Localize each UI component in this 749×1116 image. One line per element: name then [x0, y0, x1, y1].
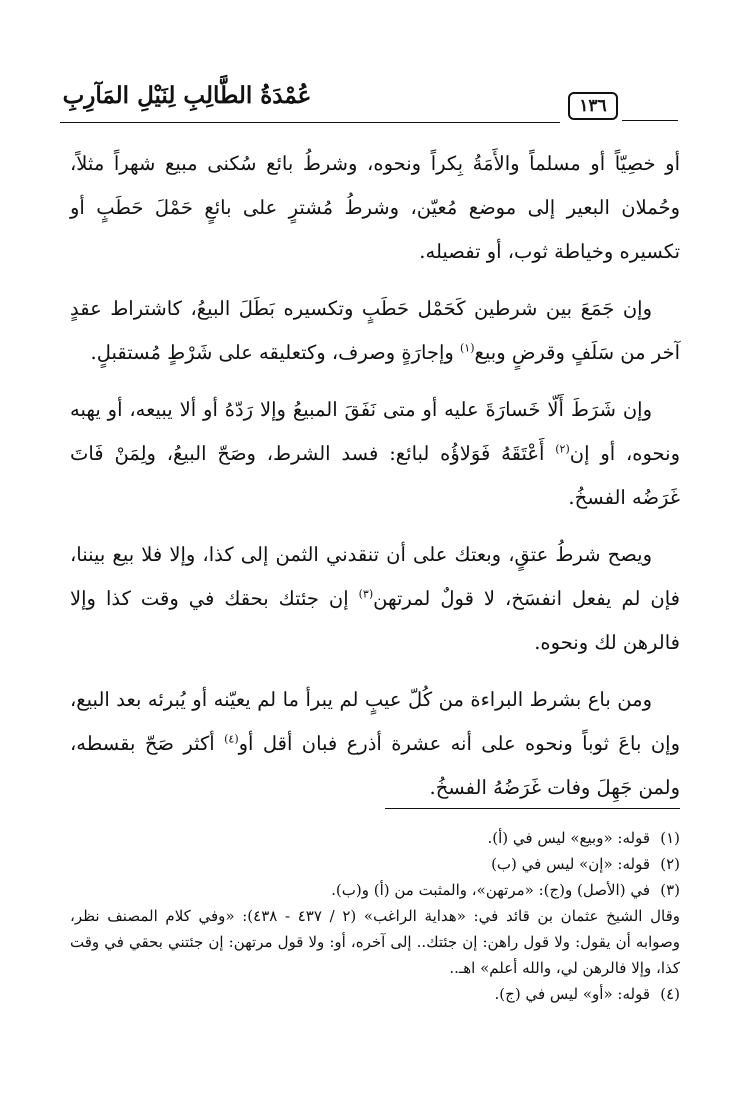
- footnote-ref-2: (٢): [555, 442, 570, 456]
- footnote-ref-3: (٣): [358, 587, 374, 601]
- header-rule-left: [60, 122, 560, 123]
- paragraph-1: أو خصِيّاً أو مسلماً والأَمَةُ بِكراً ونحوه، وشرطُ بائع سُكنى مبيع شهراً مثلاً، وحُملان البعير إلى موضع مُعيّن، وشرطُ مُشترٍ على بائعٍ حَمْلَ حَطَبٍ أو تكسيره وخياطة ثوب، أو تفصيله.: [70, 152, 680, 263]
- footnote-1: (١)قوله: «وبيع» ليس في (أ).: [487, 829, 680, 847]
- main-text: [70, 142, 680, 823]
- paragraph-5: ومن باع بشرط البراءة من كُلّ عيبٍ لم يبرأ ما لم يعيّنه أو يُبرئه بعد البيع، وإن باعَ ثوباً ونحوه على أنه عشرة أذرع فبان أقل أو$^{(٤)}$ أكثر صَحّ بقسطه، ولمن جَهِلَ وفات غَرَضُهُ الفسخُ.: [70, 688, 680, 799]
- paragraph-4: ويصح شرطُ عتقٍ، وبعتك على أن تنقدني الثمن إلى كذا، وإلا فلا بيع بيننا، فإن لم يفعل انفسَخ، لا قولٌ لمرتهن$^{(٣)}$ إن جئتك بحقك في وقت كذا وإلا فالرهن لك ونحوه.: [70, 543, 680, 654]
- footnote-separator: [385, 808, 680, 809]
- footnote-3-continuation: وقال الشيخ عثمان بن قائد في: «هداية الراغب» (٢ / ٤٣٧ - ٤٣٨): «وفي كلام المصنف نظر، وصوابه أن يقول: ولا قول راهن: إن جئتك.. إلى آخره، أو: ولا قول مرتهن: إن جئتني بحقي في وقت كذا، وإلا فالرهن لي، والله أعلم» اهـ..: [70, 907, 680, 977]
- book-title: عُمْدَةُ الطَّالِبِ لِنَيْلِ المَآرِبِ: [62, 82, 312, 109]
- footnote-ref-4: (٤): [224, 732, 239, 746]
- footnotes: [70, 825, 680, 1007]
- page-header: [0, 72, 749, 132]
- header-rule-right: [622, 120, 678, 121]
- footnote-3: (٣)في (الأصل) و(ج): «مرتهن»، والمثبت من (أ) و(ب).: [331, 881, 680, 899]
- paragraph-2: وإن جَمَعَ بين شرطين كَحَمْل حَطَبٍ وتكسيره بَطَلَ البيعُ، كاشتراط عقدٍ آخر من سَلَفٍ وقرضٍ وبيع$^{(١)}$ وإجارَةٍ وصرف، وكتعليقه على شَرْطٍ مُستقبلٍ.: [70, 297, 680, 364]
- footnote-4: (٤)قوله: «أو» ليس في (ج).: [494, 985, 680, 1003]
- page-number: ١٣٦: [568, 92, 618, 120]
- footnote-2: (٢)قوله: «إن» ليس في (ب): [491, 855, 680, 873]
- footnote-ref-1: (١): [460, 341, 475, 355]
- paragraph-3: وإن شَرَطَ أَلّا خَسارَةَ عليه أو متى نَفَقَ المبيعُ وإلا رَدّهُ أو ألا يبيعه، أو يهبه ونحوه، أو إن$^{(٢)}$ أَعْتَقَهُ فَوَلاؤُه لبائع: فسد الشرط، وصَحّ البيعُ، ولِمَنْ فَاتَ غَرَضُه الفسخُ.: [70, 398, 680, 509]
